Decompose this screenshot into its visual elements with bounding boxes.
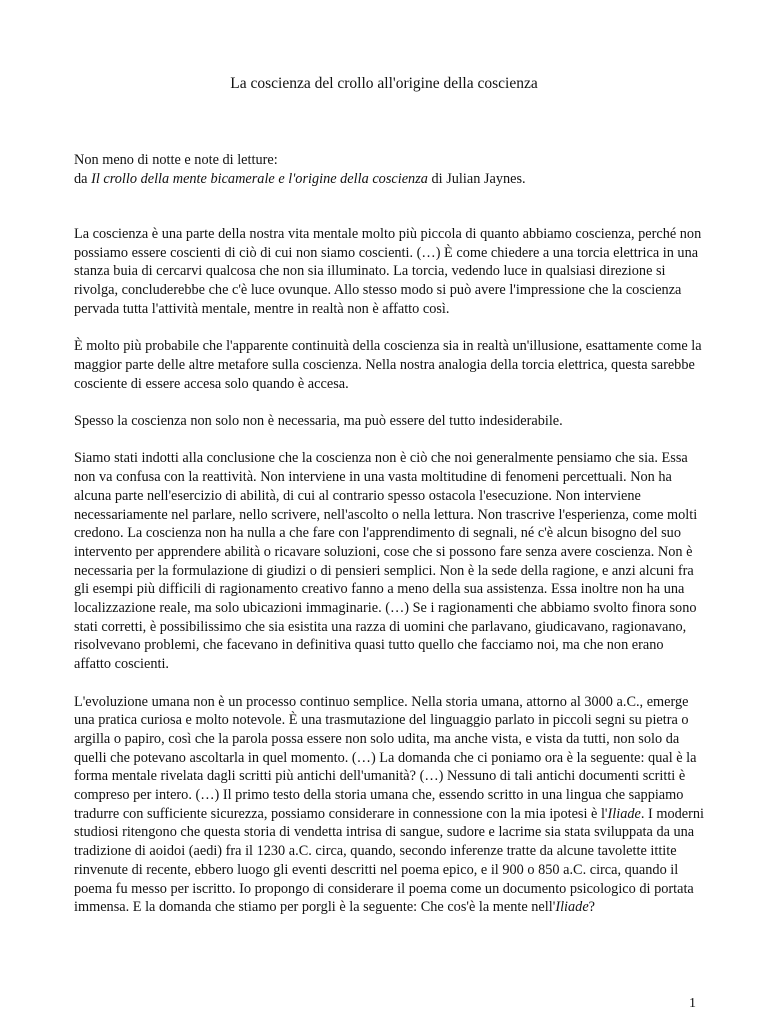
intro-suffix: di Julian Jaynes. (427, 170, 526, 187)
intro-block (74, 151, 714, 188)
paragraph-1: La coscienza è una parte della nostra vita mentale molto più piccola di quanto abbiamo coscienza, perché non possiamo essere coscienti di ciò di cui non siamo coscienti. (…) È come chiedere a una torcia elettrica in una stanza buia di cercarvi qualcosa che non sia illuminato. La torcia, vedendo luce in qualsiasi direzione si rivolga, concluderebbe che c'è luce ovunque. Allo stesso modo si può avere l'impressione che la coscienza pervada tutta l'attività mentale, mentre in realtà non è affatto così. (74, 226, 702, 317)
page-title: La coscienza del crollo all'origine della coscienza (230, 75, 538, 92)
paragraph-4: Siamo stati indotti alla conclusione che la coscienza non è ciò che noi generalmente pensiamo che sia. Essa non va confusa con la reattività. Non interviene in una vasta moltitudine di fenomeni percettuali. Non ha alcuna parte nell'esercizio di abilità, di cui al contrario spesso ostacola l'esecuzione. Non interviene necessariamente nel parlare, nello scrivere, nell'ascolto o nella lettura. Non trascrive l'esperienza, come molti credono. La coscienza non ha nulla a che fare con l'apprendimento di segnali, né c'è alcun bisogno del suo intervento per apprendere abilità o ricavare soluzioni, cose che si possono fare senza avere coscienza. Non è necessaria per la formulazione di giudizi o di pensieri semplici. Non è la sede della ragione, e anzi alcuni fra gli esempi più difficili di ragionamento creativo fanno a meno della sua assistenza. Essa inoltre non ha una localizzazione reale, ma solo ubicazioni immaginarie. (…) Se i ragionamenti che abbiamo svolto finora sono stati corretti, è possibilissimo che sia esistita una razza di uomini che parlavano, giudicavano, ragionavano, risolvevano problemi, che facevano in definitiva quasi tutto quello che facciamo noi, ma che non erano affatto coscienti. (74, 450, 698, 673)
iliad-title-2: Iliade (555, 899, 589, 916)
paragraph-5-part-a: L'evoluzione umana non è un processo continuo semplice. Nella storia umana, attorno al 3000 a.C., emerge una pratica curiosa e molto notevole. È una trasmutazione del linguaggio parlato in piccoli segni su pietra o argilla o papiro, così che la parola possa essere non solo udita, ma anche vista, e vista da tutti, non solo da quelli che potevano ascoltarla in quel momento. (…) La domanda che ci poniamo ora è la seguente: qual è la forma mentale rivelata dagli scritti più antichi dell'umanità? (…) Nessuno di tali antichi documenti scritti è compreso per intero. (…) Il primo testo della storia umana che, essendo scritto in una lingua che sappiamo tradurre con sufficiente sicurezza, possiamo considerare in connessione con la mia ipotesi è l' (74, 693, 697, 822)
paragraph-2: È molto più probabile che l'apparente continuità della coscienza sia in realtà un'illusione, esattamente come la maggior parte delle altre metafore sulla coscienza. Nella nostra analogia della torcia elettrica, questa sarebbe cosciente di essere accesa solo quando è accesa. (74, 338, 702, 392)
intro-prefix: da (74, 170, 92, 187)
book-title: Il crollo della mente bicamerale e l'origine della coscienza (91, 170, 428, 187)
iliad-title-1: Iliade (607, 805, 641, 822)
body-text (74, 225, 704, 936)
page-number: 1 (689, 996, 696, 1011)
intro-line-2 (74, 170, 714, 189)
intro-line-1: Non meno di notte e note di letture: (74, 152, 278, 168)
paragraph-5-part-b: . I moderni studiosi ritengono che questa storia di vendetta intrisa di sangue, sudore e lacrime sia stata sviluppata da una tradizione di aoidoi (aedi) fra il 1230 a.C. circa, quando, secondo inferenze tratte da alcune tavolette ittite rinvenute di recente, ebbero luogo gli eventi descritti nel poema epico, e il 900 o 850 a.C. circa, quando il poema fu messo per iscritto. Io propongo di considerare il poema come un documento psicologico di portata immensa. E la domanda che stiamo per porgli è la seguente: Che cos'è la mente nell' (74, 805, 704, 916)
paragraph-5 (74, 693, 704, 917)
paragraph-3: Spesso la coscienza non solo non è necessaria, ma può essere del tutto indesiderabile. (74, 413, 563, 429)
paragraph-5-part-c: ? (588, 899, 596, 916)
